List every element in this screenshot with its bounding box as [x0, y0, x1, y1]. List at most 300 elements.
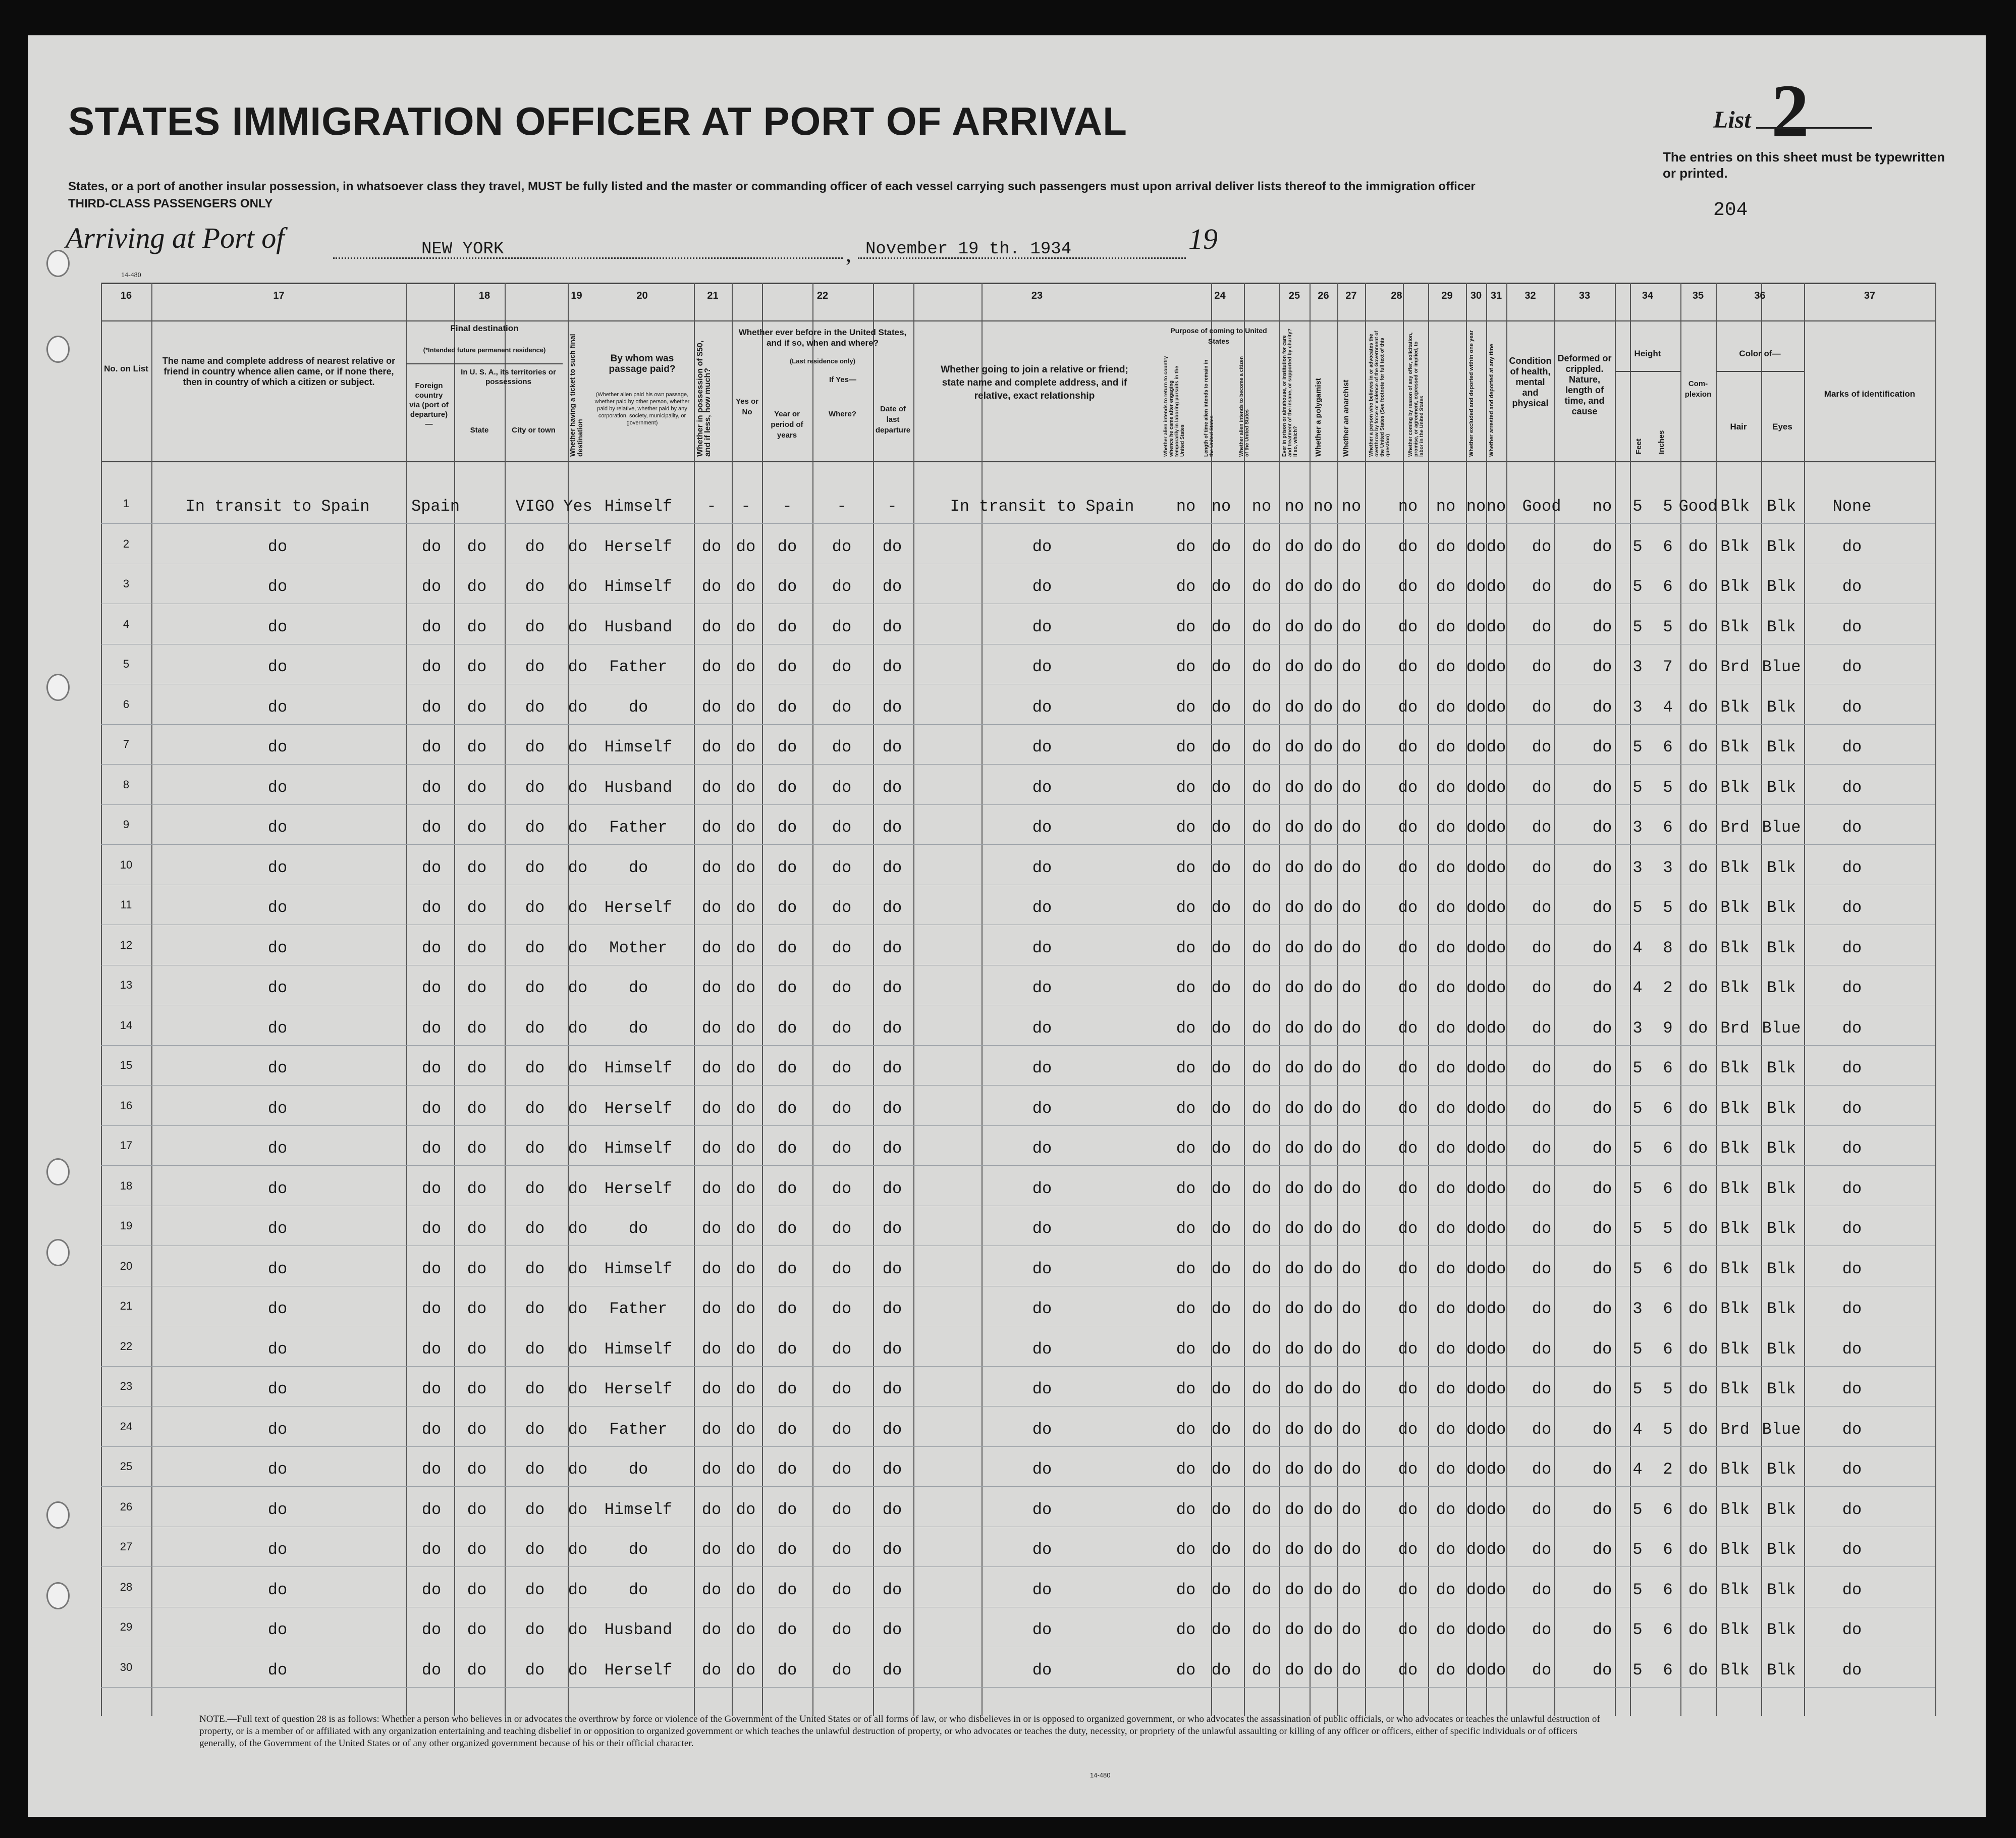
table-cell-c20: Himself — [604, 1259, 673, 1278]
header-year-period: Year or period of years — [771, 410, 803, 440]
table-cell-c24c: do — [1251, 537, 1272, 556]
table-cell-c33: do — [1592, 818, 1612, 837]
table-cell-feet: 5 — [1632, 898, 1643, 917]
table-cell-c28: do — [1398, 1139, 1418, 1158]
table-cell-eyes: Blk — [1767, 1139, 1796, 1158]
table-cell-c22a: do — [736, 1059, 756, 1077]
header-inches: Inches — [1657, 430, 1666, 454]
comma: , — [846, 242, 851, 266]
table-cell-eyes: Blk — [1767, 1059, 1796, 1077]
table-cell-c22c: do — [832, 1620, 852, 1639]
table-cell-c24a: do — [1176, 1099, 1196, 1118]
table-cell-inches: 2 — [1663, 979, 1673, 997]
table-cell-feet: 3 — [1632, 858, 1643, 877]
table-cell-c37: do — [1842, 1380, 1862, 1398]
table-cell-c27: do — [1341, 1500, 1361, 1519]
table-cell-c19: do — [568, 1300, 588, 1318]
table-cell-c22c: - — [837, 497, 847, 516]
row-rule — [101, 804, 1935, 805]
table-cell-c22d: do — [882, 1259, 902, 1278]
table-cell-no: 9 — [123, 818, 130, 831]
table-cell-c27: do — [1341, 658, 1361, 676]
table-cell-c21: do — [701, 1259, 722, 1278]
table-cell-c24b: do — [1211, 617, 1231, 636]
table-cell-c22b: do — [777, 1500, 797, 1519]
table-cell-c31: do — [1486, 1460, 1506, 1479]
table-cell-feet: 5 — [1632, 617, 1643, 636]
table-cell-c26: do — [1313, 818, 1333, 837]
table-cell-c24a: do — [1176, 979, 1196, 997]
table-cell-c30: do — [1466, 1580, 1486, 1599]
table-cell-c24c: do — [1251, 658, 1272, 676]
table-cell-c22d: - — [887, 497, 897, 516]
table-cell-c30: do — [1466, 858, 1486, 877]
column-number: 17 — [273, 290, 285, 301]
table-cell-c22c: do — [832, 1099, 852, 1118]
table-cell-c22d: do — [882, 1300, 902, 1318]
table-cell-c24a: do — [1176, 1059, 1196, 1077]
table-cell-c33: do — [1592, 1099, 1612, 1118]
table-cell-eyes: Blk — [1767, 617, 1796, 636]
table-cell-c27: do — [1341, 1580, 1361, 1599]
table-cell-c19: do — [568, 1179, 588, 1198]
table-cell-c30: do — [1466, 938, 1486, 957]
row-rule — [101, 1085, 1935, 1086]
table-cell-c22c: do — [832, 577, 852, 596]
header-feet: Feet — [1634, 439, 1643, 454]
table-cell-c29: do — [1436, 1580, 1456, 1599]
table-cell-c17: do — [267, 537, 288, 556]
table-cell-c31: do — [1486, 577, 1506, 596]
table-cell-c20: Father — [609, 818, 668, 837]
table-cell-c19: do — [568, 1660, 588, 1680]
table-cell-c30: do — [1466, 577, 1486, 596]
table-cell-inches: 6 — [1663, 1300, 1673, 1318]
table-cell-c19: do — [568, 1139, 588, 1158]
table-cell-c29: do — [1436, 1018, 1456, 1038]
table-cell-c23: do — [1032, 1460, 1052, 1479]
table-cell-c23: do — [1032, 1059, 1052, 1077]
table-cell-c20: Herself — [604, 537, 673, 556]
table-cell-c22c: do — [832, 818, 852, 837]
table-cell-c19: do — [568, 1219, 588, 1238]
table-cell-c17: do — [267, 1300, 288, 1318]
table-cell-c24b: do — [1211, 1460, 1231, 1479]
table-cell-c24b: do — [1211, 938, 1231, 957]
table-cell-c32: do — [1532, 1259, 1552, 1278]
table-cell-c20: do — [628, 979, 648, 997]
table-cell-c31: do — [1486, 738, 1506, 756]
table-cell-c18b: do — [467, 1339, 487, 1359]
table-cell-c18a: do — [421, 818, 442, 837]
table-cell-c37: do — [1842, 577, 1862, 596]
table-cell-no: 13 — [120, 979, 133, 991]
header-final-destination-note: (*Intended future permanent residence) — [423, 346, 546, 354]
table-cell-c24b: do — [1211, 1620, 1231, 1639]
table-cell-c24b: do — [1211, 1660, 1231, 1680]
table-cell-c22c: do — [832, 858, 852, 877]
table-cell-c18b: do — [467, 1460, 487, 1479]
table-cell-no: 18 — [120, 1179, 133, 1192]
header-c24b: Length of time alien intends to remain in the United States — [1204, 359, 1215, 457]
table-cell-c23: do — [1032, 1500, 1052, 1519]
table-cell-c19: do — [568, 938, 588, 957]
table-cell-eyes: Blk — [1767, 1380, 1796, 1398]
table-cell-c35: do — [1688, 1179, 1708, 1198]
table-cell-c19: do — [568, 577, 588, 596]
table-cell-c26: do — [1313, 938, 1333, 957]
table-cell-c23: do — [1032, 697, 1052, 717]
table-cell-c31: do — [1486, 898, 1506, 917]
table-cell-c19: do — [568, 858, 588, 877]
header-purpose: Purpose of coming to United States — [1170, 327, 1267, 345]
table-cell-c18b: do — [467, 1018, 487, 1038]
table-cell-c24a: do — [1176, 1300, 1196, 1318]
table-cell-eyes: Blue — [1762, 1420, 1801, 1439]
table-cell-c26: do — [1313, 979, 1333, 997]
table-cell-c29: do — [1436, 898, 1456, 917]
column-number: 37 — [1864, 290, 1876, 301]
table-cell-c25: do — [1284, 1219, 1304, 1238]
table-cell-c21: do — [701, 1059, 722, 1077]
table-cell-c24b: do — [1211, 1099, 1231, 1118]
table-cell-c24b: do — [1211, 818, 1231, 837]
table-cell-c17: do — [267, 1420, 288, 1439]
table-cell-eyes: Blk — [1767, 979, 1796, 997]
table-cell-c24c: do — [1251, 1339, 1272, 1359]
table-cell-c28: do — [1398, 697, 1418, 717]
table-cell-c32: do — [1532, 1580, 1552, 1599]
table-cell-c32: do — [1532, 1018, 1552, 1038]
table-cell-no: 1 — [123, 497, 130, 510]
column-number: 22 — [816, 290, 829, 301]
table-cell-c24c: do — [1251, 617, 1272, 636]
table-cell-eyes: Blk — [1767, 497, 1796, 516]
table-cell-c28: do — [1398, 1540, 1418, 1559]
table-cell-c26: do — [1313, 1580, 1333, 1599]
table-cell-c18b: do — [467, 1660, 487, 1680]
table-cell-c32: do — [1532, 697, 1552, 717]
table-cell-feet: 5 — [1632, 1059, 1643, 1077]
table-cell-c20: Herself — [604, 1660, 673, 1680]
table-cell-c20: Himself — [604, 1139, 673, 1158]
table-cell-c24a: no — [1176, 497, 1196, 516]
table-cell-c26: do — [1313, 1620, 1333, 1639]
table-cell-c22a: do — [736, 898, 756, 917]
table-cell-c28: no — [1398, 497, 1418, 516]
table-cell-c17: do — [267, 617, 288, 636]
table-cell-c19: do — [568, 617, 588, 636]
table-cell-c18c: do — [525, 658, 545, 676]
row-rule — [101, 1446, 1935, 1447]
row-rule — [101, 1125, 1935, 1126]
table-cell-c23: do — [1032, 1620, 1052, 1639]
table-cell-inches: 9 — [1663, 1018, 1673, 1038]
table-cell-c17: do — [267, 1460, 288, 1479]
table-cell-c30: do — [1466, 1059, 1486, 1077]
table-cell-c32: do — [1532, 1219, 1552, 1238]
table-cell-c37: do — [1842, 898, 1862, 917]
table-cell-feet: 5 — [1632, 497, 1643, 516]
table-cell-hair: Blk — [1720, 1460, 1750, 1479]
table-cell-c23: do — [1032, 1540, 1052, 1559]
table-cell-hair: Brd — [1720, 1018, 1750, 1038]
table-cell-hair: Blk — [1720, 697, 1750, 717]
header-deformed: Deformed or crippled. Nature, length of time, and cause — [1557, 353, 1612, 416]
table-cell-inches: 8 — [1663, 938, 1673, 957]
table-cell-c18c: do — [525, 1580, 545, 1599]
table-cell-c22a: do — [736, 1300, 756, 1318]
table-cell-eyes: Blk — [1767, 938, 1796, 957]
table-cell-c33: do — [1592, 1660, 1612, 1680]
table-cell-feet: 5 — [1632, 778, 1643, 797]
table-cell-c18b: do — [467, 1300, 487, 1318]
table-cell-c24a: do — [1176, 1018, 1196, 1038]
table-cell-c21: do — [701, 1380, 722, 1398]
table-cell-c24b: do — [1211, 778, 1231, 797]
table-cell-c33: do — [1592, 1620, 1612, 1639]
table-cell-c22d: do — [882, 1139, 902, 1158]
table-cell-c22a: do — [736, 1420, 756, 1439]
table-cell-c23: do — [1032, 778, 1052, 797]
row-rule — [101, 764, 1935, 765]
table-cell-c17: do — [267, 898, 288, 917]
table-cell-c24a: do — [1176, 1660, 1196, 1680]
table-cell-c19: do — [568, 1259, 588, 1278]
table-cell-c26: no — [1313, 497, 1333, 516]
table-cell-c35: do — [1688, 1139, 1708, 1158]
table-cell-c28: do — [1398, 1460, 1418, 1479]
table-cell-c24b: do — [1211, 1380, 1231, 1398]
table-cell-c33: do — [1592, 1259, 1612, 1278]
column-rule — [1935, 283, 1936, 1716]
table-cell-c21: do — [701, 1540, 722, 1559]
table-cell-c18a: do — [421, 979, 442, 997]
arrival-date: November 19 th. 1934 — [865, 240, 1072, 259]
table-cell-no: 27 — [120, 1540, 133, 1553]
table-cell-c18c: do — [525, 617, 545, 636]
table-cell-c18b: do — [467, 658, 487, 676]
table-cell-c20: do — [628, 1219, 648, 1238]
table-cell-c18c: do — [525, 738, 545, 756]
header-city: City or town — [512, 426, 556, 435]
table-cell-inches: 6 — [1663, 1620, 1673, 1639]
table-cell-c29: do — [1436, 1660, 1456, 1680]
table-cell-c25: do — [1284, 1259, 1304, 1278]
table-cell-c18a: do — [421, 1300, 442, 1318]
table-cell-c21: do — [701, 1500, 722, 1519]
table-cell-c25: do — [1284, 1460, 1304, 1479]
table-cell-c22c: do — [832, 778, 852, 797]
table-cell-c29: do — [1436, 1219, 1456, 1238]
table-cell-c22a: do — [736, 537, 756, 556]
table-cell-c37: do — [1842, 1300, 1862, 1318]
header-possession-50: Whether in possession of $50, and if less, how much? — [696, 340, 712, 457]
table-cell-no: 30 — [120, 1660, 133, 1673]
table-cell-c32: do — [1532, 1660, 1552, 1680]
table-cell-feet: 5 — [1632, 1219, 1643, 1238]
table-cell-hair: Blk — [1720, 1099, 1750, 1118]
table-cell-c24c: do — [1251, 1420, 1272, 1439]
table-cell-c35: do — [1688, 1420, 1708, 1439]
table-cell-hair: Blk — [1720, 1059, 1750, 1077]
table-cell-c24b: do — [1211, 1420, 1231, 1439]
table-cell-c24c: do — [1251, 979, 1272, 997]
table-cell-c22a: do — [736, 778, 756, 797]
table-cell-c24b: do — [1211, 1139, 1231, 1158]
table-cell-c24b: do — [1211, 1219, 1231, 1238]
table-cell-c21: do — [701, 778, 722, 797]
column-number: 26 — [1318, 290, 1329, 301]
table-cell-c29: do — [1436, 1259, 1456, 1278]
table-cell-c18a: do — [421, 1059, 442, 1077]
table-cell-eyes: Blk — [1767, 1219, 1796, 1238]
table-cell-c25: do — [1284, 577, 1304, 596]
table-cell-c18a: do — [421, 938, 442, 957]
table-cell-feet: 4 — [1632, 1420, 1643, 1439]
table-cell-c24b: do — [1211, 697, 1231, 717]
table-cell-c31: do — [1486, 938, 1506, 957]
table-cell-c27: do — [1341, 979, 1361, 997]
table-cell-c18b: do — [467, 979, 487, 997]
table-cell-c31: do — [1486, 858, 1506, 877]
table-cell-c35: do — [1688, 697, 1708, 717]
table-cell-c24a: do — [1176, 858, 1196, 877]
table-cell-c23: do — [1032, 658, 1052, 676]
header-height: Height — [1634, 349, 1661, 358]
table-cell-c18b: do — [467, 1179, 487, 1198]
table-cell-feet: 4 — [1632, 938, 1643, 957]
table-cell-c23: do — [1032, 1660, 1052, 1680]
table-cell-c17: do — [267, 1339, 288, 1359]
table-cell-c17: do — [267, 818, 288, 837]
table-cell-c20: Himself — [604, 1059, 673, 1077]
table-cell-c31: do — [1486, 778, 1506, 797]
table-cell-eyes: Blk — [1767, 898, 1796, 917]
table-cell-c25: do — [1284, 858, 1304, 877]
table-cell-c29: no — [1436, 497, 1456, 516]
table-cell-c24c: do — [1251, 1179, 1272, 1198]
table-cell-c26: do — [1313, 577, 1333, 596]
binder-hole-icon — [46, 674, 70, 701]
table-cell-c37: do — [1842, 778, 1862, 797]
table-cell-c22d: do — [882, 1460, 902, 1479]
table-cell-c21: do — [701, 537, 722, 556]
table-cell-hair: Blk — [1720, 1300, 1750, 1318]
table-cell-c24c: do — [1251, 858, 1272, 877]
table-cell-c24b: do — [1211, 658, 1231, 676]
table-cell-c22a: do — [736, 617, 756, 636]
table-cell-no: 23 — [120, 1380, 133, 1392]
subheader-rule — [1615, 371, 1680, 372]
table-cell-c17: do — [267, 697, 288, 717]
table-cell-c24c: no — [1251, 497, 1272, 516]
table-cell-c37: do — [1842, 858, 1862, 877]
table-cell-c24b: do — [1211, 1500, 1231, 1519]
table-cell-c24a: do — [1176, 1620, 1196, 1639]
header-c31: Whether arrested and deported at any time — [1489, 344, 1495, 457]
page-title: STATES IMMIGRATION OFFICER AT PORT OF ARRIVAL — [68, 99, 1127, 143]
table-cell-c37: do — [1842, 537, 1862, 556]
table-cell-c32: do — [1532, 898, 1552, 917]
table-cell-c26: do — [1313, 1660, 1333, 1680]
table-cell-c32: do — [1532, 1179, 1552, 1198]
table-cell-c24b: do — [1211, 979, 1231, 997]
table-cell-c20: Herself — [604, 1099, 673, 1118]
table-cell-c18c: do — [525, 1540, 545, 1559]
table-cell-c26: do — [1313, 858, 1333, 877]
table-cell-c29: do — [1436, 1059, 1456, 1077]
table-cell-c24c: do — [1251, 1059, 1272, 1077]
table-cell-c23: do — [1032, 1300, 1052, 1318]
table-cell-c30: do — [1466, 1540, 1486, 1559]
table-cell-c22b: do — [777, 1380, 797, 1398]
table-cell-c25: do — [1284, 1300, 1304, 1318]
table-cell-c19: do — [568, 697, 588, 717]
table-cell-c17: do — [267, 1059, 288, 1077]
table-cell-inches: 6 — [1663, 1259, 1673, 1278]
footer-code: 14-480 — [1090, 1771, 1111, 1779]
table-cell-c25: no — [1284, 497, 1304, 516]
table-cell-c35: do — [1688, 1460, 1708, 1479]
table-cell-c17: do — [267, 1660, 288, 1680]
table-cell-c19: do — [568, 898, 588, 917]
table-cell-c24b: do — [1211, 738, 1231, 756]
table-cell-c28: do — [1398, 577, 1418, 596]
header-last-residence: (Last residence only) — [789, 357, 856, 365]
table-cell-c22a: do — [736, 858, 756, 877]
table-cell-no: 22 — [120, 1339, 133, 1353]
table-cell-c19: do — [568, 1018, 588, 1038]
table-cell-c27: do — [1341, 1018, 1361, 1038]
table-cell-c24c: do — [1251, 1219, 1272, 1238]
table-cell-eyes: Blk — [1767, 697, 1796, 717]
table-cell-c20: Himself — [604, 1500, 673, 1519]
header-where: Where? — [828, 410, 856, 418]
table-cell-no: 2 — [123, 537, 130, 550]
table-cell-eyes: Blk — [1767, 1179, 1796, 1198]
table-cell-c30: do — [1466, 778, 1486, 797]
table-cell-c24c: do — [1251, 1018, 1272, 1038]
table-cell-eyes: Blk — [1767, 858, 1796, 877]
table-cell-c22c: do — [832, 1300, 852, 1318]
table-cell-c22a: do — [736, 577, 756, 596]
table-cell-c18b: do — [467, 778, 487, 797]
table-cell-c33: no — [1592, 497, 1612, 516]
table-cell-c23: do — [1032, 1420, 1052, 1439]
table-cell-inches: 6 — [1663, 1660, 1673, 1680]
table-cell-c22d: do — [882, 979, 902, 997]
header-condition: Condition of health, mental and physical — [1509, 356, 1552, 408]
table-top-rule — [101, 283, 1935, 284]
table-cell-c22d: do — [882, 1580, 902, 1599]
table-cell-c32: do — [1532, 617, 1552, 636]
table-cell-c33: do — [1592, 898, 1612, 917]
table-cell-c18b: do — [467, 898, 487, 917]
table-cell-c18c: do — [525, 898, 545, 917]
column-number: 33 — [1578, 290, 1591, 301]
table-cell-c17: do — [267, 1219, 288, 1238]
column-number-rule — [101, 320, 1935, 321]
table-cell-hair: Blk — [1720, 1500, 1750, 1519]
binder-hole-icon — [46, 1239, 70, 1266]
table-cell-c25: do — [1284, 617, 1304, 636]
table-cell-c20: Himself — [604, 577, 673, 596]
table-cell-c33: do — [1592, 1460, 1612, 1479]
table-cell-c18a: do — [421, 1139, 442, 1158]
table-cell-c17: do — [267, 1540, 288, 1559]
table-cell-c27: do — [1341, 1460, 1361, 1479]
